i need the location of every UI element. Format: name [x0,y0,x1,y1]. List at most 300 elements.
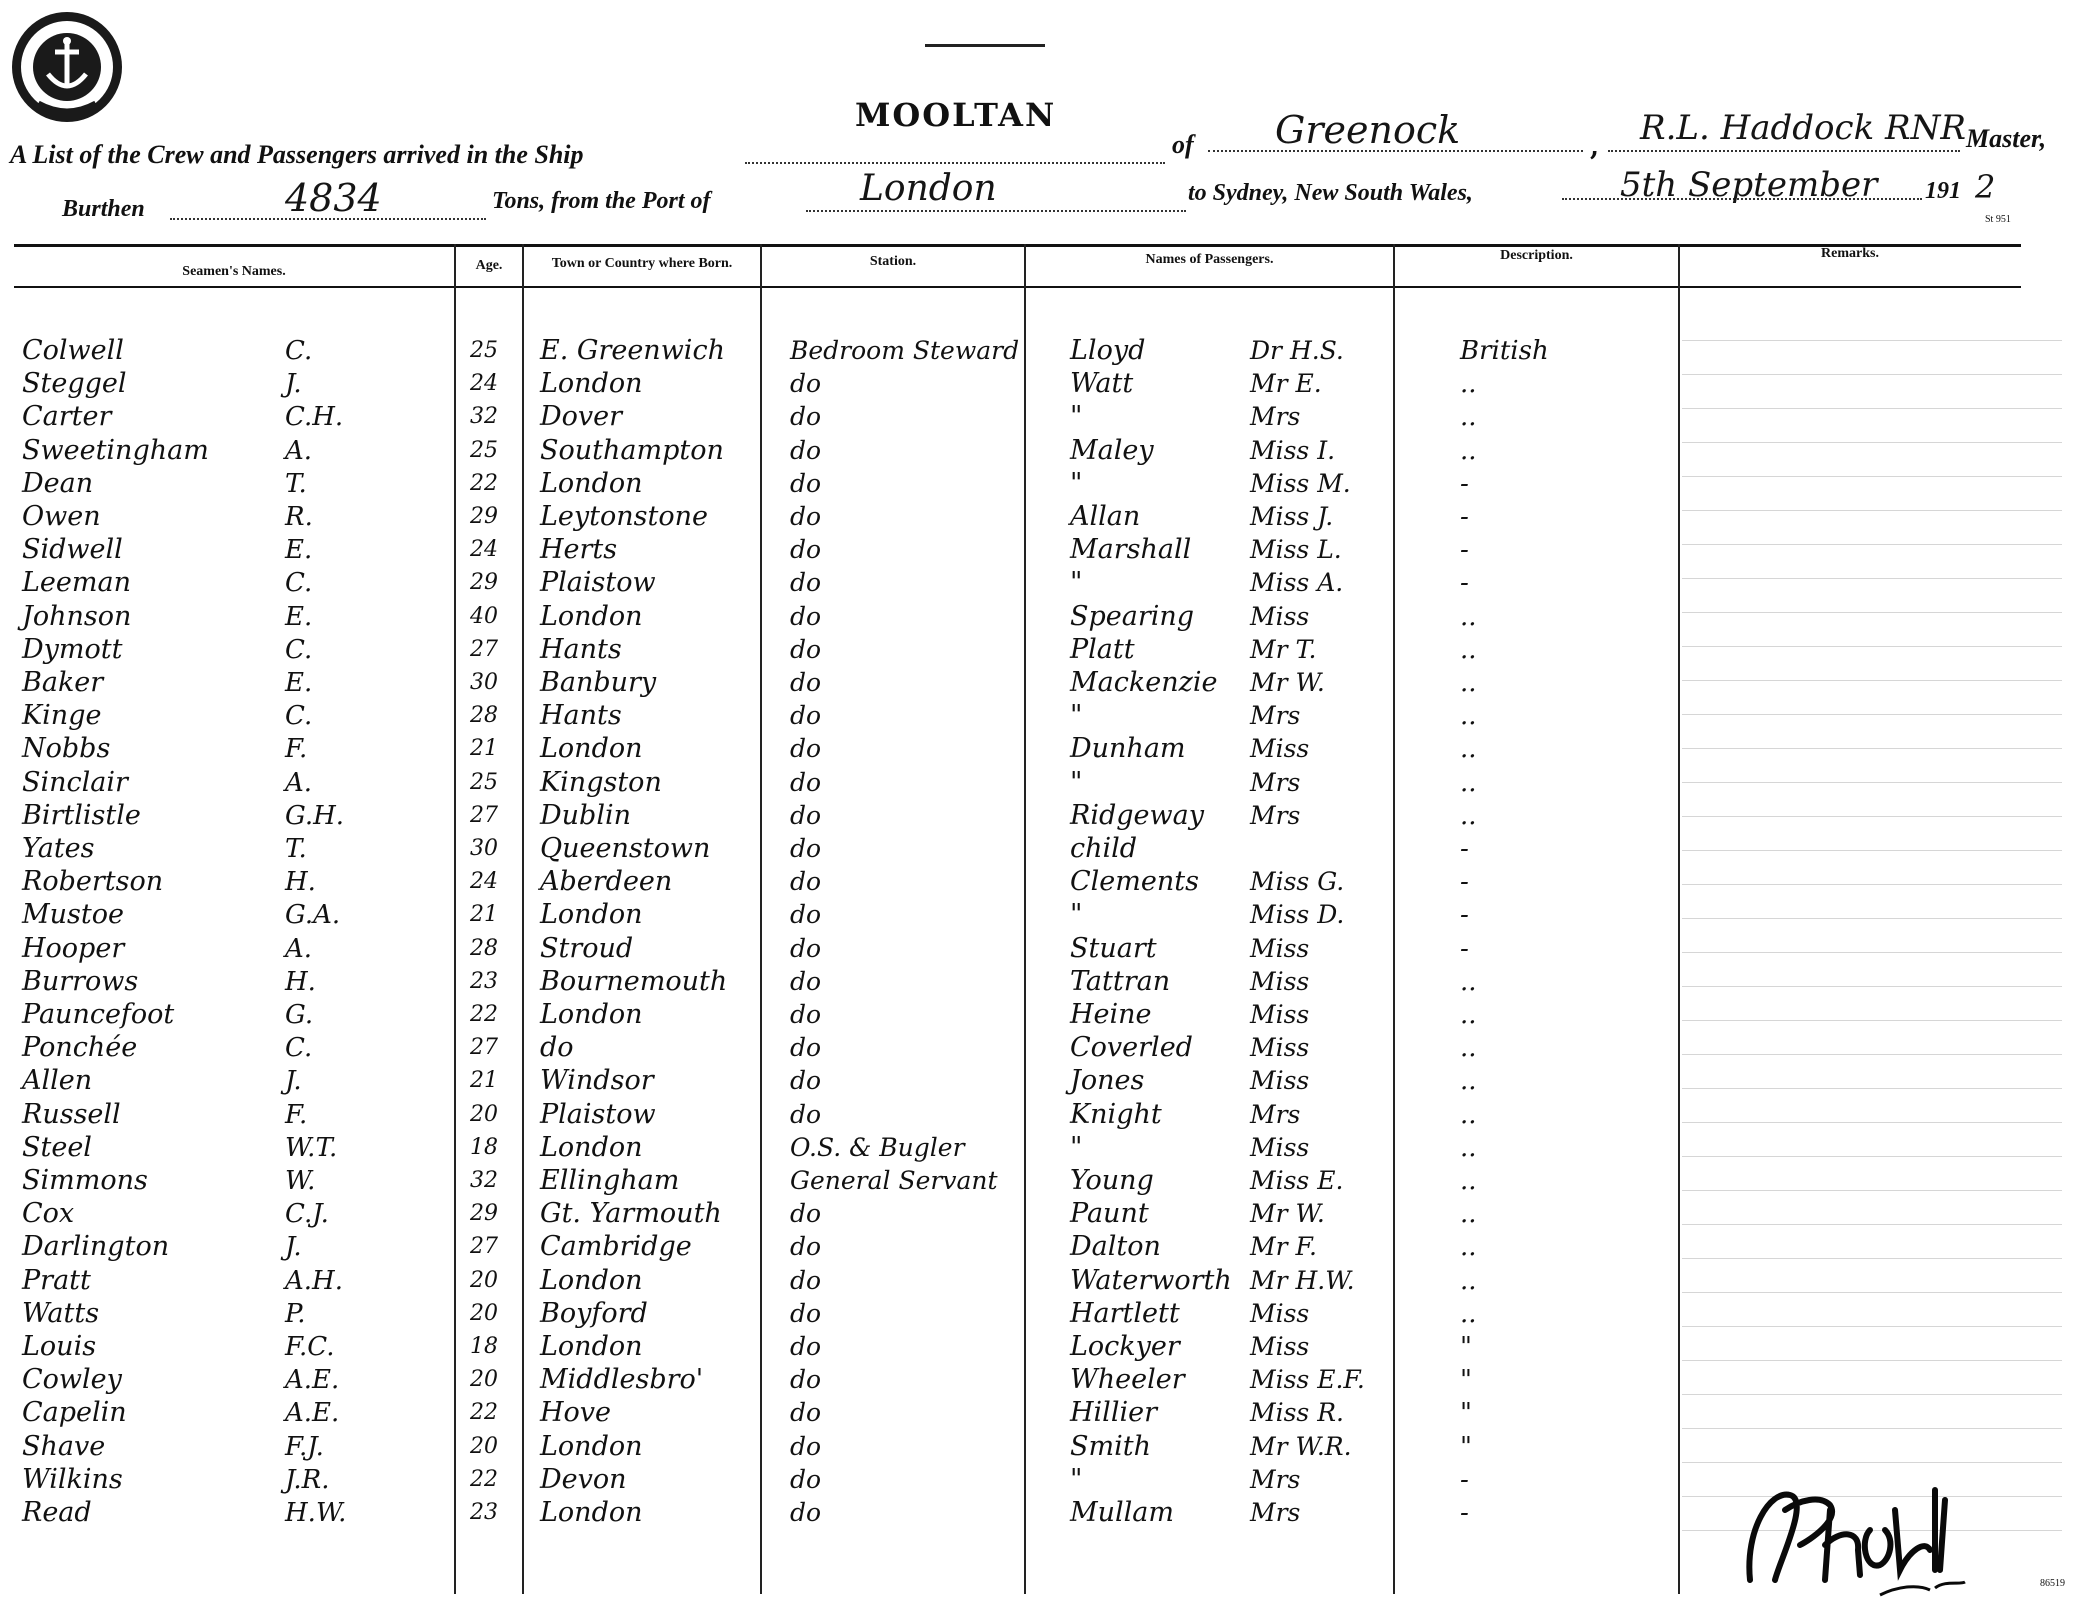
cell-pass-surname: Young [1070,1165,1154,1196]
cell-pass-surname: " [1070,467,1083,499]
cell-born: Middlesbro' [540,1364,704,1396]
cell-initials: C. [285,336,313,366]
cell-pass-surname: Smith [1070,1430,1151,1462]
table-row [0,1430,2083,1464]
cell-surname: Leeman [22,567,131,599]
cell-surname: Carter [22,401,112,433]
cell-born: Kingston [540,766,662,798]
cell-pass-surname: Platt [1070,633,1135,665]
cell-initials: A. [285,435,313,466]
cell-station: do [790,1033,822,1063]
cell-born: London [540,1264,643,1296]
port-of-registry: Greenock [1275,108,1461,152]
cell-station: do [790,734,822,764]
cell-pass-surname: Mullam [1070,1497,1175,1528]
cell-born: Windsor [540,1065,654,1097]
cell-age: 23 [470,968,498,994]
cell-pass-title: Miss J. [1250,502,1334,531]
cell-age: 27 [470,1035,498,1061]
cell-desc: .. [1460,1199,1477,1230]
cell-age: 24 [470,371,498,397]
cell-station: do [790,1332,822,1361]
cell-desc: - [1460,1464,1469,1495]
table-row [0,1164,2083,1198]
cell-initials: C. [285,634,313,665]
cell-initials: W. [285,1166,316,1196]
cell-born: Hove [540,1397,612,1429]
cell-station: do [790,834,822,863]
cell-initials: G. [285,1000,314,1030]
cell-pass-surname: Clements [1070,866,1199,898]
col-head-description: Description. [1500,248,1573,263]
cell-surname: Cowley [22,1364,122,1396]
cell-desc: .. [1460,966,1477,997]
cell-born: Cambridge [540,1231,692,1263]
cell-born: Devon [540,1463,627,1495]
cell-initials: F. [285,734,308,765]
table-row [0,998,2083,1032]
cell-born: Hants [540,633,622,665]
cell-surname: Russell [22,1098,121,1130]
year-written: 2 [1975,168,1996,206]
cell-surname: Birtlistle [22,799,141,831]
table-row [0,932,2083,966]
cell-desc: .. [1460,634,1477,665]
cell-surname: Burrows [22,965,139,997]
cell-age: 18 [470,1134,498,1160]
cell-pass-title: Miss I. [1250,435,1336,465]
cell-desc: British [1460,336,1549,366]
cell-desc: .. [1460,1298,1477,1329]
cell-born: Plaistow [540,1098,656,1130]
cell-age: 20 [470,1433,498,1459]
of-label: of [1172,130,1194,159]
cell-desc: " [1460,1332,1472,1362]
cell-pass-title: Miss [1250,1000,1310,1029]
cell-station: do [790,867,822,897]
cell-pass-surname: " [1070,401,1083,433]
table-row [0,500,2083,534]
cell-pass-surname: Waterworth [1070,1264,1232,1296]
cell-pass-title: Miss G. [1250,867,1345,897]
cell-initials: T. [285,834,307,864]
cell-desc: - [1460,535,1469,566]
cell-initials: A.H. [285,1265,343,1296]
cell-age: 21 [470,736,498,762]
cell-born: London [540,733,643,765]
cell-desc: .. [1460,701,1477,732]
cell-station: do [790,568,822,598]
cell-pass-title: Mr W. [1250,1199,1325,1229]
cell-surname: Louis [22,1331,97,1362]
cell-age: 24 [470,869,498,895]
cell-pass-title: Mrs [1250,1498,1301,1527]
cell-desc: .. [1460,601,1477,632]
cell-pass-surname: " [1070,1131,1083,1163]
cell-age: 30 [470,836,498,861]
cell-pass-title: Mrs [1250,402,1301,432]
ship-name: MOOLTAN [855,96,1057,134]
cell-station: do [790,1365,822,1395]
cell-initials: A.E. [285,1365,340,1396]
cell-born: do [540,1032,574,1064]
cell-surname: Shave [22,1430,106,1462]
cell-surname: Johnson [22,600,132,632]
cell-station: do [790,601,822,631]
table-row [0,600,2083,634]
table-row [0,566,2083,600]
cell-desc: .. [1460,1000,1477,1030]
cell-station: do [790,634,822,664]
cell-pass-title: Miss E.F. [1250,1365,1365,1395]
cell-born: Ellingham [540,1165,680,1196]
cell-station: do [790,502,822,531]
cell-desc: - [1460,1498,1469,1528]
cell-surname: Nobbs [22,733,111,765]
cell-surname: Steggel [22,368,127,400]
cell-initials: C.J. [285,1199,329,1230]
cell-surname: Steel [22,1131,92,1163]
cell-station: do [790,1099,822,1129]
cell-initials: R. [285,502,313,532]
cell-surname: Darlington [22,1231,170,1263]
cell-born: Aberdeen [540,866,673,898]
cell-pass-surname: Hartlett [1070,1297,1180,1329]
cell-pass-title: Miss R. [1250,1398,1344,1428]
cell-station: do [790,1199,822,1229]
cell-born: Hants [540,700,622,732]
cell-pass-surname: Coverled [1070,1032,1193,1064]
cell-pass-title: Mr W.R. [1250,1431,1352,1461]
cell-pass-surname: Paunt [1070,1198,1149,1230]
cell-station: do [790,1464,822,1494]
cell-pass-title: Mr W. [1250,668,1325,697]
cell-initials: E. [285,668,313,698]
table-row [0,400,2083,434]
master-signature [1730,1470,1990,1600]
cell-initials: H.W. [285,1498,347,1528]
cell-pass-surname: Jones [1070,1065,1145,1097]
cell-initials: C. [285,1033,313,1064]
cell-born: London [540,1497,643,1528]
cell-age: 25 [470,769,498,795]
cell-initials: C. [285,701,313,732]
cell-pass-surname: Lockyer [1070,1331,1180,1362]
cell-desc: .. [1460,734,1477,765]
cell-pass-surname: Dalton [1070,1231,1161,1263]
cell-desc: .. [1460,1265,1477,1296]
from-port-dotline [806,210,1186,212]
cell-initials: P. [285,1298,306,1329]
cell-station: do [790,668,822,697]
cell-station: do [790,767,822,797]
ship-dotline [745,162,1165,164]
table-row [0,832,2083,866]
table-row [0,1131,2083,1165]
col-head-passengers: Names of Passengers. [1145,252,1274,267]
cell-pass-title: Miss E. [1250,1166,1344,1195]
cell-desc: .. [1460,402,1477,433]
cell-pass-surname: Stuart [1070,932,1157,964]
cell-surname: Capelin [22,1397,127,1429]
cell-born: Dover [540,401,623,433]
cell-pass-title: Mrs [1250,767,1301,797]
master-dotline [1608,150,1960,152]
cell-station: O.S. & Bugler [790,1132,965,1162]
cell-desc: .. [1460,1099,1477,1130]
cell-pass-surname: Allan [1070,501,1141,532]
cell-station: do [790,1298,822,1328]
cell-surname: Robertson [22,866,164,898]
cell-surname: Sweetingham [22,434,209,466]
cell-age: 22 [470,1466,498,1492]
cell-surname: Read [22,1497,92,1528]
cell-born: Bournemouth [540,965,728,997]
cell-pass-title: Miss [1250,1298,1310,1328]
immigration-seal [8,8,126,126]
cell-born: London [540,467,643,499]
cell-age: 28 [470,703,498,729]
cell-station: do [790,1000,822,1029]
cell-pass-title: Miss [1250,1332,1310,1361]
cell-station: do [790,701,822,731]
cell-initials: A. [285,767,313,798]
table-row [0,633,2083,667]
cell-desc: .. [1460,435,1477,466]
tons-label: Tons, from the Port of [492,188,711,214]
cell-pass-title: Miss [1250,933,1310,963]
cell-initials: F. [285,1099,308,1130]
cell-initials: C. [285,568,313,599]
table-row [0,1098,2083,1132]
cell-born: Banbury [540,667,657,698]
master-name: R.L. Haddock RNR [1640,108,1966,148]
table-row [0,367,2083,401]
cell-desc: .. [1460,369,1477,400]
cell-initials: G.H. [285,800,345,831]
cell-surname: Sidwell [22,534,123,566]
cell-pass-title: Miss L. [1250,535,1342,565]
cell-surname: Ponchée [22,1032,138,1064]
header-bottom-rule [14,286,2021,288]
cell-desc: .. [1460,1132,1477,1163]
table-row [0,1396,2083,1430]
cell-pass-title: Mrs [1250,1464,1301,1494]
cell-born: London [540,600,643,632]
cell-age: 23 [470,1500,498,1525]
cell-initials: W.T. [285,1132,338,1163]
cell-desc: .. [1460,668,1477,698]
cell-surname: Pauncefoot [22,999,175,1030]
cell-pass-title: Dr H.S. [1250,336,1344,365]
cell-age: 20 [470,1267,498,1293]
cell-pass-surname: Dunham [1070,733,1186,765]
cell-station: do [790,933,822,963]
cell-born: London [540,899,643,931]
cell-initials: A. [285,933,313,964]
cell-station: do [790,900,822,930]
cell-surname: Colwell [22,335,124,366]
cell-age: 28 [470,935,498,961]
cell-pass-title: Miss A. [1250,568,1344,598]
year-printed: 191 [1925,178,1961,204]
cell-age: 22 [470,1400,498,1426]
cell-initials: H. [285,966,316,997]
cell-pass-title: Miss [1250,734,1310,764]
cell-age: 24 [470,537,498,563]
cell-pass-surname: Ridgeway [1070,799,1204,831]
cell-station: do [790,435,822,465]
table-row [0,1297,2083,1331]
cell-station: do [790,1265,822,1295]
cell-age: 21 [470,902,498,928]
cell-born: London [540,1331,643,1362]
cell-pass-title: Miss [1250,1033,1310,1063]
cell-desc: .. [1460,1166,1477,1196]
cell-initials: F.C. [285,1332,335,1362]
cell-surname: Pratt [22,1264,91,1296]
col-head-age: Age. [475,258,503,273]
cell-surname: Mustoe [22,899,124,931]
cell-station: General Servant [790,1166,998,1195]
cell-surname: Dean [22,467,94,499]
cell-born: Dublin [540,799,631,831]
table-row [0,1197,2083,1231]
cell-surname: Baker [22,667,104,698]
cell-born: Gt. Yarmouth [540,1198,722,1230]
cell-station: do [790,966,822,996]
table-row [0,1230,2083,1264]
table-row [0,732,2083,766]
cell-initials: G.A. [285,900,341,931]
cell-age: 20 [470,1101,498,1127]
cell-surname: Cox [22,1198,75,1230]
cell-desc: .. [1460,800,1477,831]
cell-born: Herts [540,534,618,566]
cell-born: Stroud [540,932,634,964]
cell-station: do [790,402,822,432]
list-heading: A List of the Crew and Passengers arrived in the Ship [10,140,584,169]
cell-pass-surname: " [1070,766,1083,798]
cell-desc: - [1460,568,1469,599]
cell-age: 29 [470,504,498,529]
burthen-label: Burthen [62,196,145,222]
cell-age: 25 [470,437,498,463]
cell-pass-surname: " [1070,899,1083,931]
cell-surname: Sinclair [22,766,128,798]
table-row [0,334,2083,368]
cell-desc: .. [1460,1232,1477,1263]
cell-station: do [790,369,822,399]
table-row [0,766,2083,800]
table-row [0,1064,2083,1098]
table-row [0,865,2083,899]
cell-pass-title: Miss [1250,1132,1310,1162]
cell-pass-title: Mrs [1250,701,1301,731]
cell-surname: Dymott [22,633,123,665]
cell-age: 27 [470,636,498,662]
cell-pass-title: Mrs [1250,1099,1301,1129]
cell-desc: - [1460,468,1469,499]
cell-pass-title: Mr F. [1250,1232,1317,1262]
cell-pass-surname: child [1070,833,1138,864]
cell-desc: .. [1460,1066,1477,1097]
cell-born: Leytonstone [540,501,708,532]
cell-station: do [790,1498,822,1527]
cell-desc: " [1460,1398,1472,1429]
cell-initials: E. [285,601,313,632]
cell-station: Bedroom Steward [790,336,1020,365]
table-row [0,799,2083,833]
cell-initials: A.E. [285,1398,340,1429]
cell-surname: Kinge [22,700,102,732]
footer-reference: 86519 [2040,1578,2065,1589]
cell-pass-surname: Tattran [1070,965,1171,997]
cell-age: 22 [470,470,498,496]
cell-station: do [790,535,822,565]
cell-age: 27 [470,802,498,828]
arrival-date: 5th September [1620,165,1878,205]
cell-desc: - [1460,834,1469,864]
cell-age: 32 [470,404,498,430]
cell-initials: C.H. [285,402,344,433]
to-label: to Sydney, New South Wales, [1188,180,1473,206]
cell-born: London [540,368,643,400]
cell-initials: F.J. [285,1431,324,1462]
cell-station: do [790,800,822,830]
table-row [0,666,2083,700]
cell-pass-surname: Maley [1070,434,1154,466]
cell-born: London [540,1131,643,1163]
cell-born: Boyford [540,1297,648,1329]
cell-pass-surname: " [1070,700,1083,732]
burthen-value: 4834 [285,176,382,220]
table-row [0,1031,2083,1065]
cell-initials: E. [285,535,313,566]
cell-desc: - [1460,867,1469,898]
cell-age: 20 [470,1300,498,1326]
cell-pass-title: Mrs [1250,800,1301,830]
cell-station: do [790,1066,822,1096]
cell-surname: Yates [22,833,95,864]
cell-desc: - [1460,502,1469,532]
cell-pass-title: Miss [1250,1066,1310,1096]
cell-initials: J. [285,1066,302,1097]
cell-desc: .. [1460,767,1477,798]
cell-pass-title: Miss M. [1250,468,1351,498]
col-head-seamen: Seamen's Names. [182,264,286,279]
cell-pass-surname: Marshall [1070,534,1192,566]
cell-born: Southampton [540,434,724,466]
cell-initials: H. [285,867,316,898]
cell-pass-surname: Lloyd [1070,335,1146,366]
table-row [0,898,2083,932]
cell-initials: J. [285,369,302,400]
table-row [0,699,2083,733]
cell-desc: - [1460,933,1469,964]
col-head-remarks: Remarks. [1821,246,1879,261]
col-head-born: Town or Country where Born. [551,256,733,271]
cell-surname: Wilkins [22,1463,123,1495]
top-rule [925,44,1045,47]
cell-pass-surname: Heine [1070,999,1152,1030]
cell-pass-surname: Mackenzie [1070,667,1218,698]
cell-pass-title: Mr E. [1250,369,1322,399]
cell-pass-surname: Wheeler [1070,1364,1185,1396]
cell-initials: J. [285,1232,302,1263]
cell-pass-title: Mr T. [1250,634,1317,664]
cell-pass-surname: Knight [1070,1098,1162,1130]
